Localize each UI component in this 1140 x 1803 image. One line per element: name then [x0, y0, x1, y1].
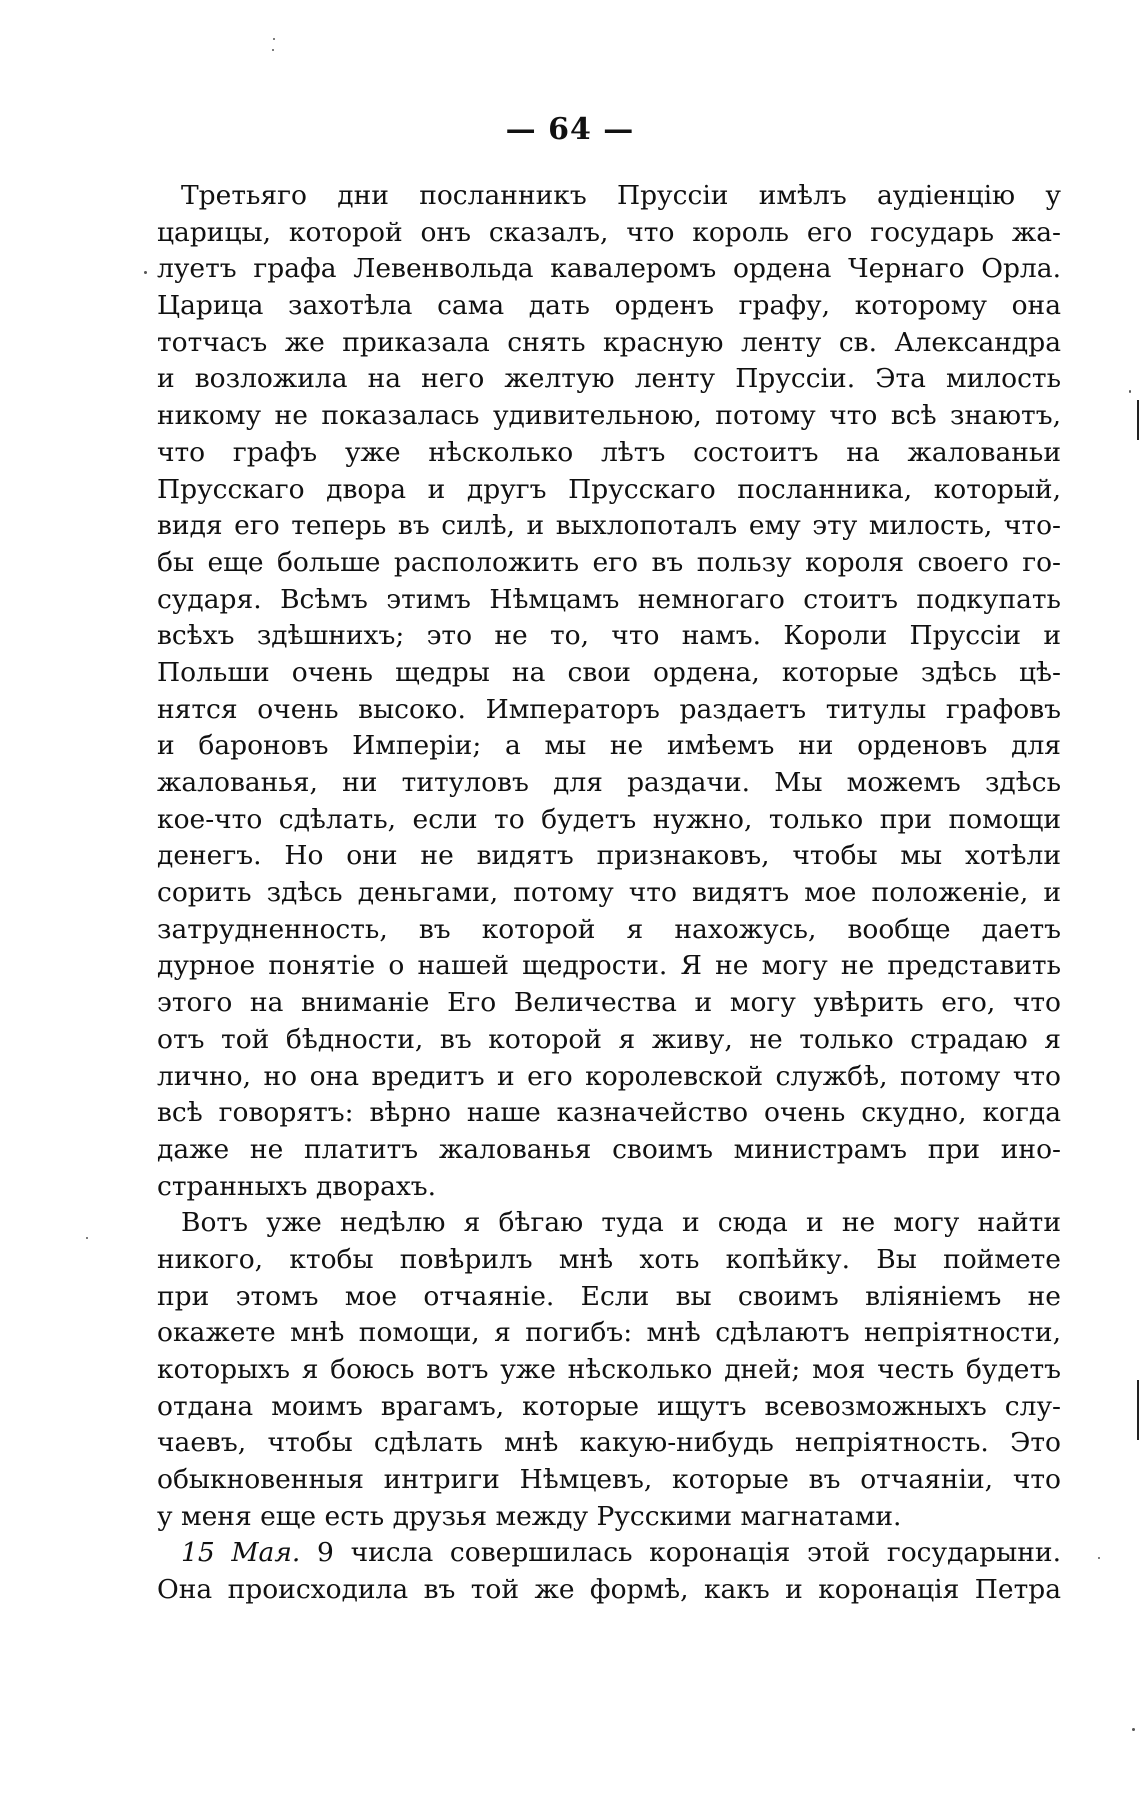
- text-line: луетъ графа Левенвольда кавалеромъ ордена Чернаго Орла.: [157, 253, 1061, 285]
- dated-entry: [157, 1535, 1061, 1608]
- text-line: сорить здѣсь деньгами, потому что видятъ мое положеніе, и: [157, 877, 1061, 909]
- text-line: отдана моимъ врагамъ, которые ищутъ всевозможныхъ слу-: [157, 1390, 1061, 1422]
- text-line: нятся очень высоко. Императоръ раздаетъ титулы графовъ: [157, 693, 1061, 725]
- text-line: и возложила на него желтую ленту Пруссіи. Эта милость: [157, 363, 1061, 395]
- text-line: тотчасъ же приказала снять красную ленту св. Александра: [157, 326, 1061, 358]
- text-line: странныхъ дворахъ.: [157, 1170, 437, 1202]
- text-line: и бароновъ Имперіи; а мы не имѣемъ ни орденовъ для: [157, 730, 1061, 762]
- text-line: Польши очень щедры на свои ордена, которые здѣсь цѣ-: [157, 656, 1061, 688]
- text-line: [181, 1535, 1061, 1572]
- text-line: даже не платитъ жалованья своимъ министрамъ при ино-: [157, 1133, 1061, 1165]
- text-line: отъ той бѣдности, въ которой я живу, не только страдаю я: [157, 1023, 1061, 1055]
- text-line: кое-что сдѣлать, если то будетъ нужно, только при помощи: [157, 803, 1061, 835]
- scan-edge-mark: [1137, 1380, 1139, 1440]
- text-line: чаевъ, чтобы сдѣлать мнѣ какую-нибудь непріятность. Это: [157, 1427, 1061, 1459]
- entry-first-line: 9 числа совершилась коронація этой государыни.: [317, 1537, 1061, 1569]
- text-line: Она происходила въ той же формѣ, какъ и коронація Петра: [157, 1574, 1061, 1606]
- text-line: денегъ. Но они не видятъ признаковъ, чтобы мы хотѣли: [157, 840, 1061, 872]
- page-number: — 64 —: [505, 112, 635, 147]
- text-line: дурное понятіе о нашей щедрости. Я не могу не представить: [157, 950, 1061, 982]
- text-line: никому не показалась удивительною, потому что всѣ знаютъ,: [157, 400, 1061, 432]
- text-line: лично, но она вредитъ и его королевской службѣ, потому что: [157, 1060, 1061, 1092]
- text-line: затрудненность, въ которой я нахожусь, вообще даетъ: [157, 913, 1061, 945]
- body-text: [157, 178, 1061, 1609]
- text-line: этого на вниманіе Его Величества и могу увѣрить его, что: [157, 987, 1061, 1019]
- text-line: что графъ уже нѣсколько лѣтъ состоитъ на жалованьи: [157, 436, 1061, 468]
- text-line: которыхъ я боюсь вотъ уже нѣсколько дней; моя честь будетъ: [157, 1354, 1061, 1385]
- text-line: при этомъ мое отчаяніе. Если вы своимъ вліяніемъ не: [157, 1280, 1061, 1312]
- text-line: Царица захотѣла сама дать орденъ графу, которому она: [157, 290, 1061, 322]
- text-line: окажете мнѣ помощи, я погибъ: мнѣ сдѣлаютъ непріятности,: [157, 1317, 1061, 1349]
- text-line: видя его теперь въ силѣ, и выхлопоталъ ему эту милость, что-: [157, 510, 1061, 542]
- text-line: жалованья, ни титуловъ для раздачи. Мы можемъ здѣсь: [157, 767, 1061, 798]
- text-line: обыкновенныя интриги Нѣмцевъ, которые въ отчаяніи, что: [157, 1464, 1061, 1496]
- paragraph-1: [157, 178, 1061, 1205]
- text-line: всѣхъ здѣшнихъ; это не то, что намъ. Короли Пруссіи и: [157, 620, 1061, 652]
- text-line: Прусскаго двора и другъ Прусскаго посланника, который,: [157, 473, 1061, 505]
- text-line: Вотъ уже недѣлю я бѣгаю туда и сюда и не могу найти: [181, 1207, 1061, 1239]
- text-line: никого, ктобы повѣрилъ мнѣ хоть копѣйку. Вы поймете: [157, 1243, 1061, 1275]
- text-line: бы еще больше расположить его въ пользу короля своего го-: [157, 546, 1061, 578]
- text-line: у меня еще есть друзья между Русскими магнатами.: [157, 1500, 902, 1532]
- text-line: царицы, которой онъ сказалъ, что король его государь жа-: [157, 216, 1061, 248]
- scan-edge-mark: [1137, 400, 1139, 440]
- text-line: всѣ говорятъ: вѣрно наше казначейство очень скудно, когда: [157, 1097, 1061, 1129]
- text-line: сударя. Всѣмъ этимъ Нѣмцамъ немногаго стоитъ подкупать: [157, 583, 1061, 615]
- entry-date: 15 Мая.: [181, 1537, 301, 1569]
- text-line: Третьяго дни посланникъ Пруссіи имѣлъ аудіенцію у: [181, 180, 1061, 211]
- paragraph-2: [157, 1205, 1061, 1535]
